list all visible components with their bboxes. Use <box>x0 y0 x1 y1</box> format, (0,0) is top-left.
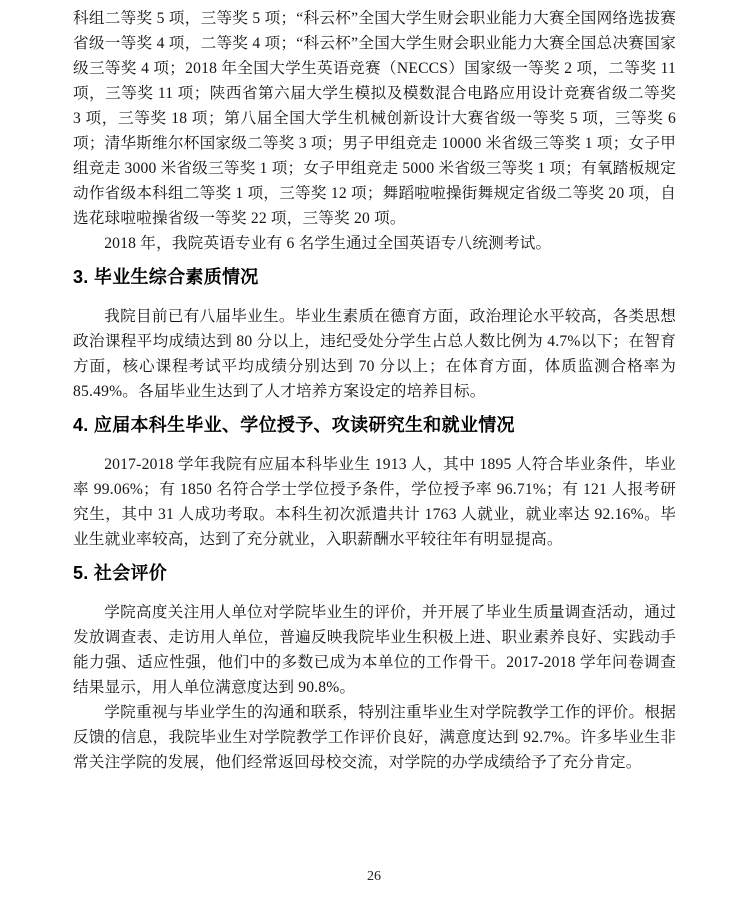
paragraph-graduation-employment: 2017-2018 学年我院有应届本科毕业生 1913 人，其中 1895 人符合毕业条件，毕业率 99.06%；有 1850 名符合学士学位授予条件，学位授予率 96.71%；有 121 人报考研究生，其中 31 人成功考取。本科生初次派遣共计 1763 人就业，就业率达 92.16%。毕业生就业率较高，达到了充分就业，入职薪酬水平较往年有明显提高。 <box>73 456 676 548</box>
paragraph-graduate-quality: 我院目前已有八届毕业生。毕业生素质在德育方面，政治理论水平较高，各类思想政治课程平均成绩达到 80 分以上，违纪受处分学生占总人数比例为 4.7%以下；在智育方面，核心课程考试平均成绩分别达到 70 分以上；在体育方面，体质监测合格率为 85.49%。各届毕业生达到了人才培养方案设定的培养目标。 <box>73 308 676 400</box>
page-content <box>73 6 676 775</box>
section-heading-graduate-quality: 3. 毕业生综合素质情况 <box>73 267 259 287</box>
section-heading-graduation-employment: 4. 应届本科生毕业、学位授予、攻读研究生和就业情况 <box>73 415 515 435</box>
paragraph-tem8: 2018 年，我院英语专业有 6 名学生通过全国英语专八统测考试。 <box>104 235 552 252</box>
page-number: 26 <box>367 869 381 884</box>
paragraph-awards-continued: 科组二等奖 5 项，三等奖 5 项；“科云杯”全国大学生财会职业能力大赛全国网络选拔赛省级一等奖 4 项，二等奖 4 项；“科云杯”全国大学生财会职业能力大赛全国总决赛国家级三等奖 4 项；2018 年全国大学生英语竞赛（NECCS）国家级一等奖 2 项，二等奖 11 项，三等奖 11 项；陕西省第六届大学生模拟及模数混合电路应用设计竞赛省级二等奖 3 项，三等奖 18 项；第八届全国大学生机械创新设计大赛省级一等奖 5 项，三等奖 6 项；清华斯维尔杯国家级二等奖 3 项；男子甲组竞走 10000 米省级三等奖 1 项；女子甲组竞走 3000 米省级三等奖 1 项；女子甲组竞走 5000 米省级三等奖 1 项；有氧踏板规定动作省级本科组二等奖 1 项，三等奖 12 项；舞蹈啦啦操街舞规定省级二等奖 20 项，自选花球啦啦操省级一等奖 22 项，三等奖 20 项。 <box>73 10 676 227</box>
paragraph-alumni-feedback: 学院重视与毕业学生的沟通和联系，特别注重毕业生对学院教学工作的评价。根据反馈的信息，我院毕业生对学院教学工作评价良好，满意度达到 92.7%。许多毕业生非常关注学院的发展，他们经常返回母校交流，对学院的办学成绩给予了充分肯定。 <box>73 704 676 771</box>
section-heading-social-evaluation: 5. 社会评价 <box>73 563 168 583</box>
paragraph-employer-survey: 学院高度关注用人单位对学院毕业生的评价，并开展了毕业生质量调查活动，通过发放调查表、走访用人单位，普遍反映我院毕业生积极上进、职业素养良好、实践动手能力强、适应性强，他们中的多数已成为本单位的工作骨干。2017-2018 学年问卷调查结果显示，用人单位满意度达到 90.8%。 <box>73 604 676 696</box>
